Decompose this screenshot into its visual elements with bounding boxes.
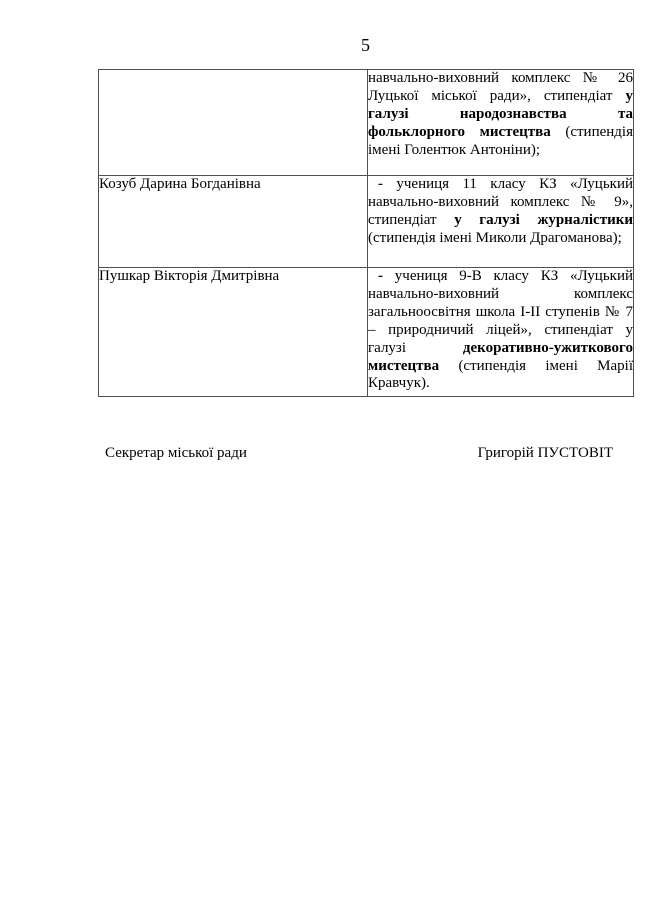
description-cell bbox=[368, 70, 634, 176]
signature-name: Григорій ПУСТОВІТ bbox=[477, 445, 613, 461]
description-cell bbox=[368, 268, 634, 397]
recipient-name-cell bbox=[99, 70, 368, 176]
description-text: - учениця 9-В класу КЗ «Луцький навчально-виховний комплекс загальноосвітня школа І-ІІ ступенів № 7 – природничий ліцей», стипендіат у галузі декоративно-ужиткового мистецтва (стипендія імені Марії Кравчук). bbox=[368, 268, 633, 392]
recipient-name-cell: Козуб Дарина Богданівна bbox=[99, 176, 368, 268]
description-text: навчально-виховний комплекс № 26 Луцької міської ради», стипендіат у галузі народознавства та фольклорного мистецтва (стипендія імені Голентюк Антоніни); bbox=[368, 70, 633, 158]
signature-title: Секретар міської ради bbox=[105, 445, 247, 461]
page-number: 5 bbox=[361, 35, 370, 55]
description-text: - учениця 11 класу КЗ «Луцький навчально-виховний комплекс № 9», стипендіат у галузі журналістики (стипендія імені Миколи Драгоманова); bbox=[368, 176, 633, 246]
table-row bbox=[99, 70, 634, 176]
table-row bbox=[99, 268, 634, 397]
recipient-name-cell: Пушкар Вікторія Дмитрівна bbox=[99, 268, 368, 397]
stipend-table-body bbox=[99, 70, 634, 397]
signature-block bbox=[105, 444, 613, 463]
table-row bbox=[99, 176, 634, 268]
stipend-table bbox=[98, 69, 634, 397]
description-cell bbox=[368, 176, 634, 268]
